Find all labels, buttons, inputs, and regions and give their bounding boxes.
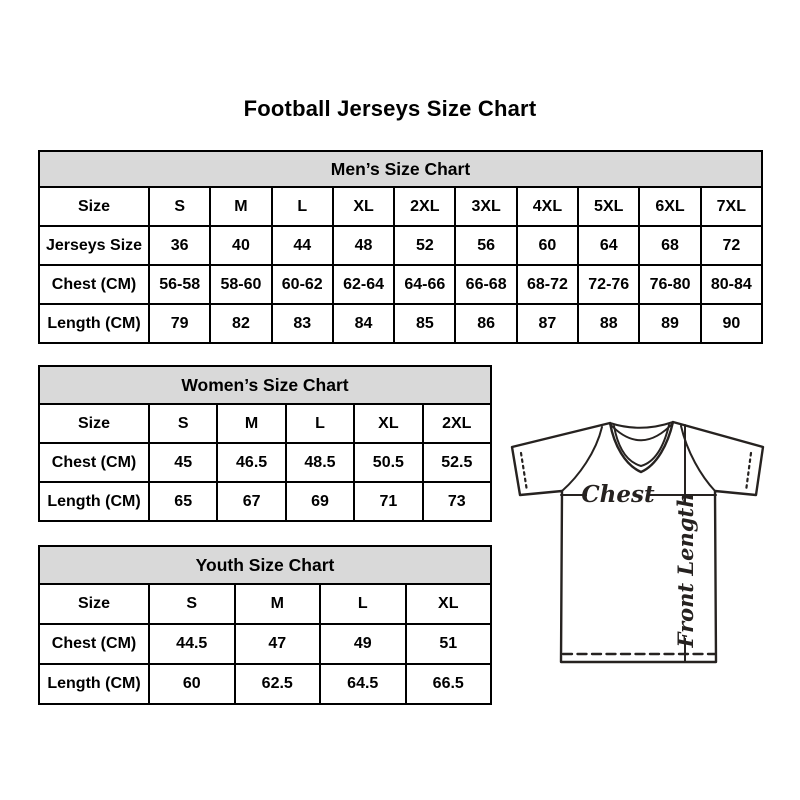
table-row xyxy=(39,265,762,304)
value-cell: 60-62 xyxy=(272,265,333,304)
chest-label: Chest xyxy=(581,481,655,508)
table-row xyxy=(39,304,762,343)
value-cell: 56 xyxy=(455,226,516,265)
value-cell: 36 xyxy=(149,226,210,265)
value-cell: 83 xyxy=(272,304,333,343)
left-cuff-dotted-line xyxy=(521,453,527,491)
jersey-measurement-diagram xyxy=(505,400,775,680)
value-cell: 84 xyxy=(333,304,394,343)
column-header-cell: Size xyxy=(39,404,149,443)
column-header-cell: S xyxy=(149,404,217,443)
column-header-cell: XL xyxy=(354,404,422,443)
value-cell: 66-68 xyxy=(455,265,516,304)
column-header-cell: L xyxy=(272,187,333,226)
column-header-cell: S xyxy=(149,584,235,624)
column-header-cell: 3XL xyxy=(455,187,516,226)
right-armhole-seam xyxy=(681,426,715,491)
youth-size-table xyxy=(38,545,492,705)
value-cell: 45 xyxy=(149,443,217,482)
table-title: Men’s Size Chart xyxy=(39,151,762,187)
value-cell: 56-58 xyxy=(149,265,210,304)
page-title: Football Jerseys Size Chart xyxy=(243,96,537,121)
table-row xyxy=(39,584,491,624)
value-cell: 67 xyxy=(217,482,285,521)
column-header-cell: M xyxy=(235,584,321,624)
value-cell: 68 xyxy=(639,226,700,265)
value-cell: 65 xyxy=(149,482,217,521)
value-cell: 85 xyxy=(394,304,455,343)
value-cell: 76-80 xyxy=(639,265,700,304)
value-cell: 82 xyxy=(210,304,271,343)
column-header-cell: M xyxy=(217,404,285,443)
row-label-cell: Chest (CM) xyxy=(39,624,149,664)
value-cell: 80-84 xyxy=(701,265,762,304)
value-cell: 52.5 xyxy=(423,443,491,482)
value-cell: 47 xyxy=(235,624,321,664)
table-row xyxy=(39,404,491,443)
value-cell: 71 xyxy=(354,482,422,521)
value-cell: 60 xyxy=(149,664,235,704)
value-cell: 62-64 xyxy=(333,265,394,304)
value-cell: 73 xyxy=(423,482,491,521)
value-cell: 44.5 xyxy=(149,624,235,664)
value-cell: 72 xyxy=(701,226,762,265)
table-row xyxy=(39,482,491,521)
right-cuff-dotted-line xyxy=(746,453,751,491)
jersey-outline-icon xyxy=(512,422,763,662)
value-cell: 79 xyxy=(149,304,210,343)
value-cell: 69 xyxy=(286,482,354,521)
table-title: Youth Size Chart xyxy=(39,546,491,584)
value-cell: 48.5 xyxy=(286,443,354,482)
value-cell: 50.5 xyxy=(354,443,422,482)
row-label-cell: Chest (CM) xyxy=(39,443,149,482)
value-cell: 89 xyxy=(639,304,700,343)
column-header-cell: L xyxy=(286,404,354,443)
value-cell: 44 xyxy=(272,226,333,265)
column-header-cell: M xyxy=(210,187,271,226)
row-label-cell: Length (CM) xyxy=(39,304,149,343)
column-header-cell: 2XL xyxy=(394,187,455,226)
value-cell: 62.5 xyxy=(235,664,321,704)
collar-inner-curve xyxy=(614,425,669,466)
value-cell: 64.5 xyxy=(320,664,406,704)
column-header-cell: XL xyxy=(333,187,394,226)
row-label-cell: Length (CM) xyxy=(39,482,149,521)
value-cell: 66.5 xyxy=(406,664,492,704)
front-length-label: Front Length xyxy=(673,492,698,648)
collar-top-arc xyxy=(610,422,673,428)
row-label-cell: Length (CM) xyxy=(39,664,149,704)
value-cell: 64 xyxy=(578,226,639,265)
row-label-cell: Chest (CM) xyxy=(39,265,149,304)
value-cell: 60 xyxy=(517,226,578,265)
table-row xyxy=(39,443,491,482)
value-cell: 90 xyxy=(701,304,762,343)
womens-size-table xyxy=(38,365,492,522)
column-header-cell: Size xyxy=(39,187,149,226)
table-row xyxy=(39,664,491,704)
value-cell: 87 xyxy=(517,304,578,343)
column-header-cell: S xyxy=(149,187,210,226)
mens-size-table xyxy=(38,150,763,344)
column-header-cell: L xyxy=(320,584,406,624)
column-header-cell: XL xyxy=(406,584,492,624)
value-cell: 52 xyxy=(394,226,455,265)
table-row xyxy=(39,187,762,226)
value-cell: 49 xyxy=(320,624,406,664)
value-cell: 51 xyxy=(406,624,492,664)
column-header-cell: 4XL xyxy=(517,187,578,226)
value-cell: 88 xyxy=(578,304,639,343)
table-title: Women’s Size Chart xyxy=(39,366,491,404)
column-header-cell: 2XL xyxy=(423,404,491,443)
column-header-cell: 5XL xyxy=(578,187,639,226)
table-row xyxy=(39,226,762,265)
value-cell: 72-76 xyxy=(578,265,639,304)
column-header-cell: 6XL xyxy=(639,187,700,226)
value-cell: 68-72 xyxy=(517,265,578,304)
value-cell: 46.5 xyxy=(217,443,285,482)
value-cell: 58-60 xyxy=(210,265,271,304)
value-cell: 64-66 xyxy=(394,265,455,304)
value-cell: 86 xyxy=(455,304,516,343)
value-cell: 48 xyxy=(333,226,394,265)
value-cell: 40 xyxy=(210,226,271,265)
row-label-cell: Jerseys Size xyxy=(39,226,149,265)
table-row xyxy=(39,624,491,664)
column-header-cell: Size xyxy=(39,584,149,624)
column-header-cell: 7XL xyxy=(701,187,762,226)
